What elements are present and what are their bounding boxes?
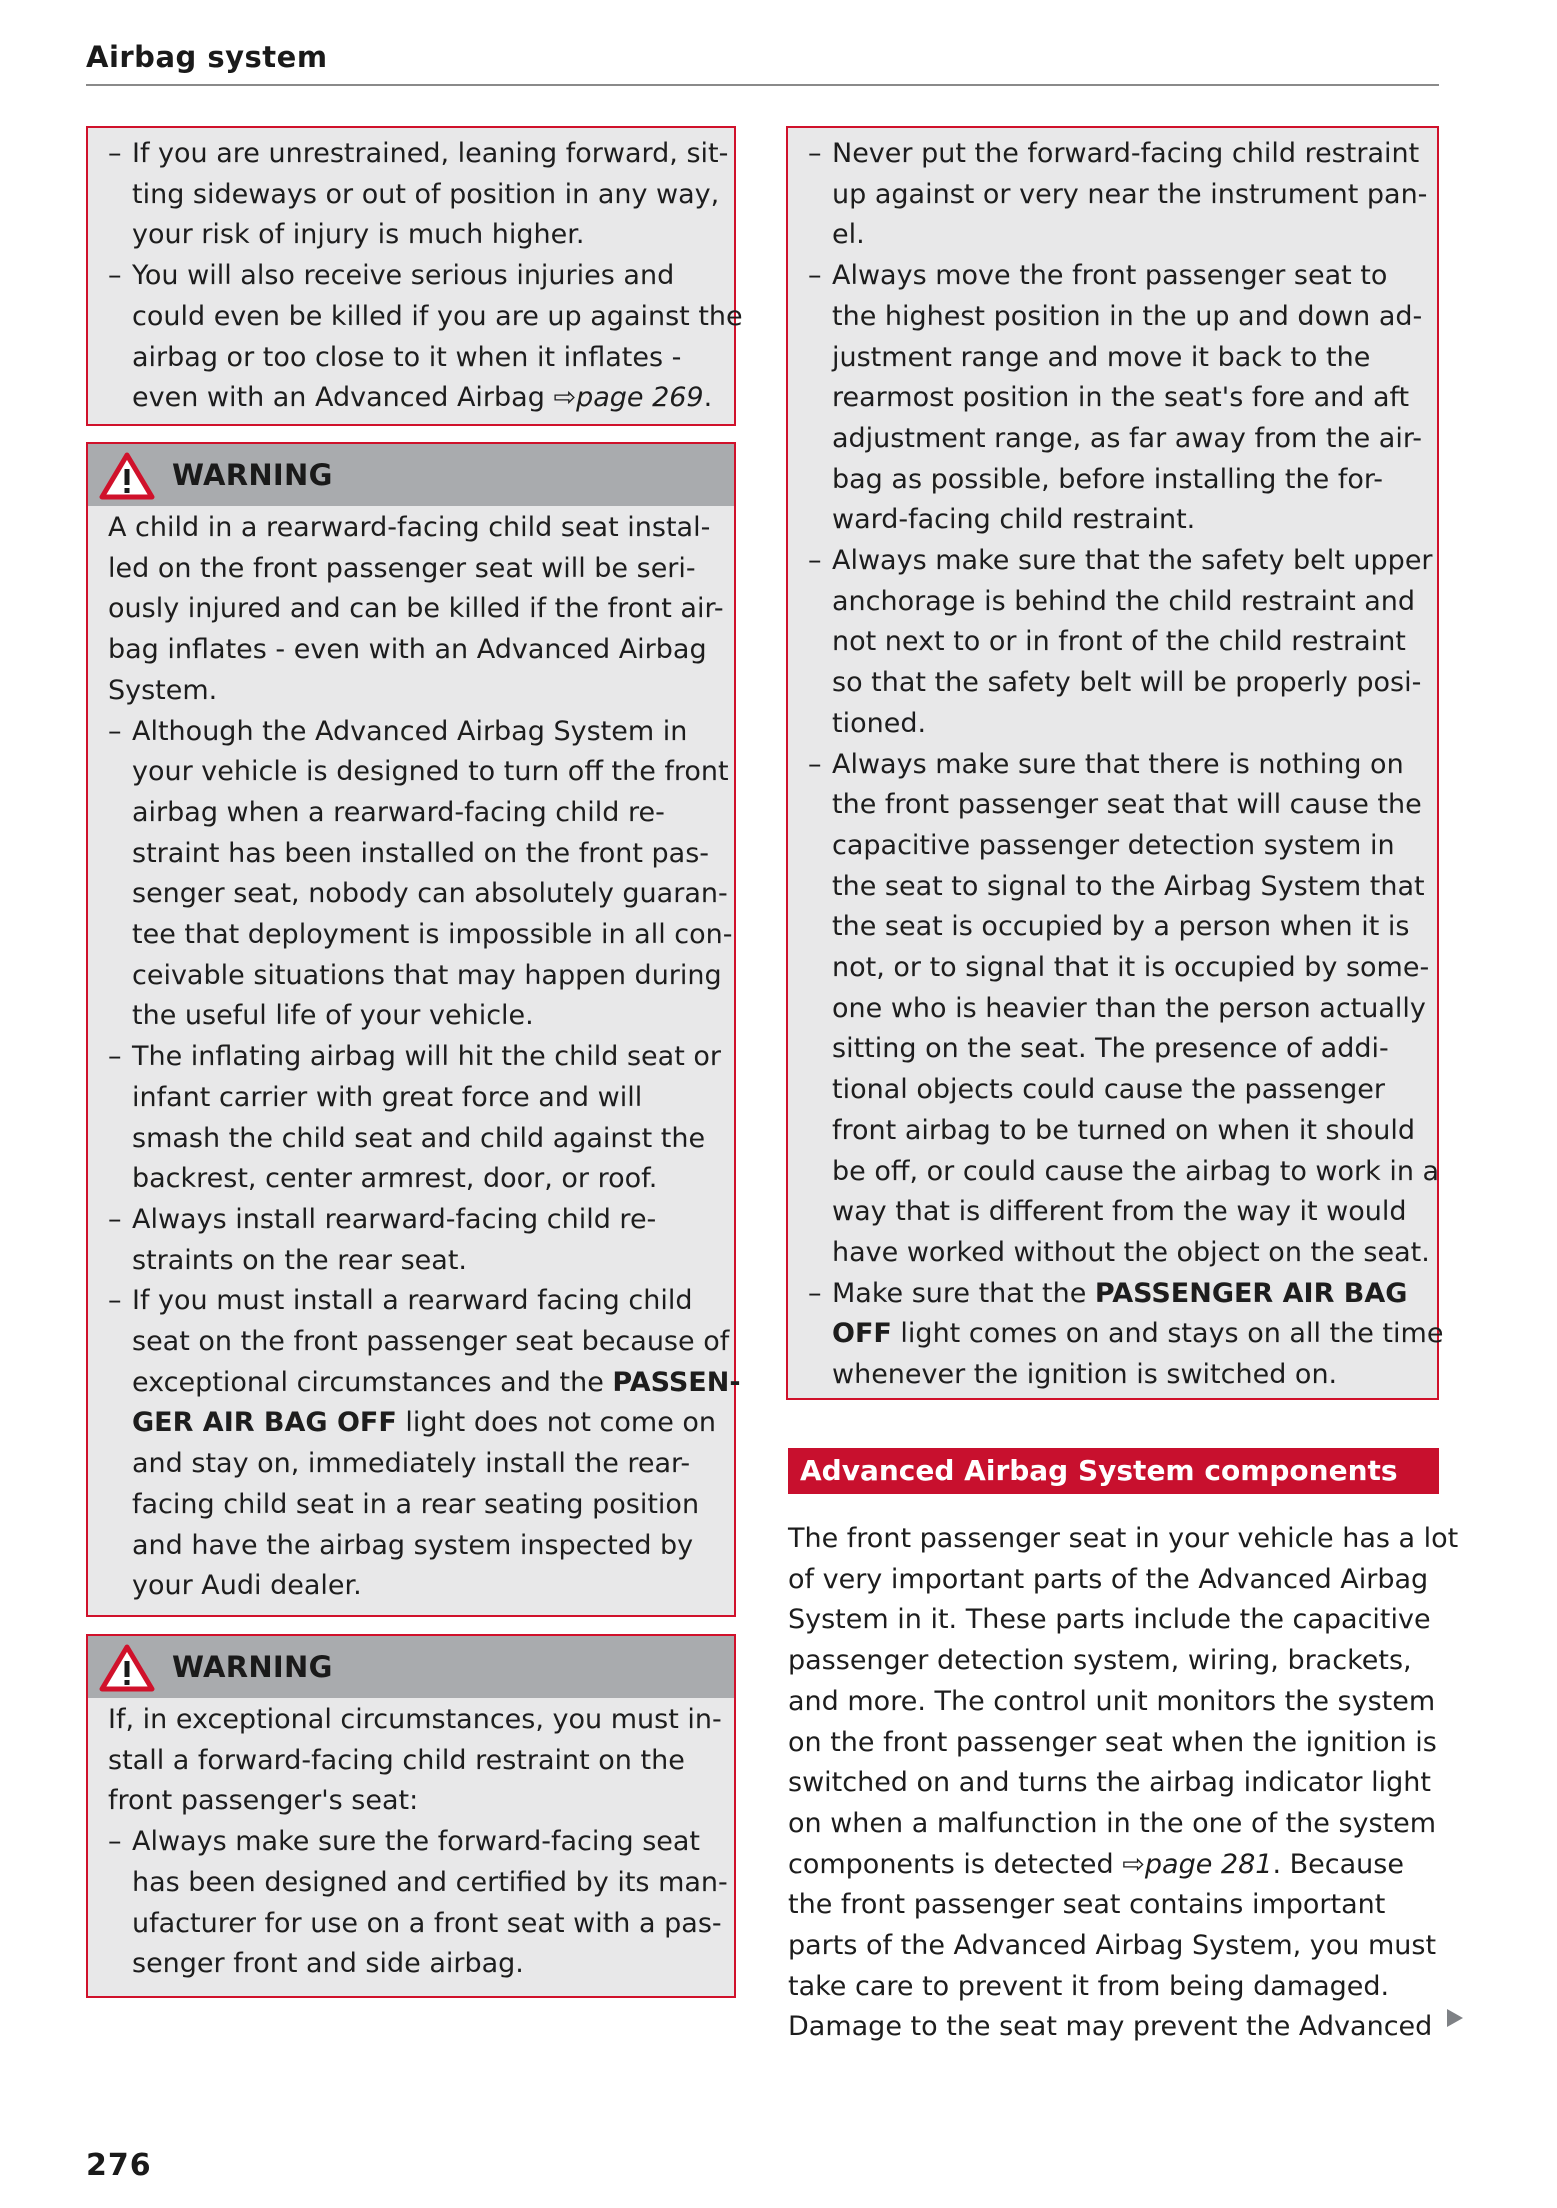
- warning-continuation-box: [786, 126, 1444, 1400]
- list-item: – Never put the forward-facing child restraint up against or very near the instrument pan- el.: [808, 134, 1417, 256]
- header-divider: [86, 84, 1439, 86]
- page-ref-link[interactable]: page 269: [576, 382, 704, 414]
- list-item: – The inflating airbag will hit the child seat or infant carrier with great force and will smash the child seat and child against the backrest, center armrest, door, or roof.: [108, 1037, 714, 1200]
- page-number: 276: [86, 2148, 152, 2183]
- list-dash: –: [108, 1826, 122, 1858]
- list-dash: –: [808, 1277, 822, 1309]
- list-item: – Always make sure that the safety belt upper anchorage is behind the child restraint and not next to or in front of the child restraint so that the safety belt will be properly posi- tioned.: [808, 541, 1417, 745]
- warning-box-rearward-child-seat: [86, 442, 741, 1617]
- list-item: – Always move the front passenger seat to the highest position in the up and down ad- justment range and move it back to the rearmost position in the seat's fore and aft adjustment range, as far away from the air- bag as possible, before installing the for- ward-facing child restraint.: [808, 256, 1417, 541]
- caution-continuation-box: [86, 126, 743, 426]
- list-item: – Make sure that the PASSENGER AIR BAG OFF light comes on and stays on all the time whenever the ignition is switched on.: [808, 1274, 1417, 1396]
- section-heading: Advanced Airbag System components: [800, 1454, 1398, 1487]
- section-heading-bar: [788, 1448, 1439, 1494]
- list-item: – If you must install a rearward facing child seat on the front passenger seat because of exceptional circumstances and the PASSEN- GER AIR BAG OFF light does not come on and stay on, immediately install the rear- facing child seat in a rear seating position and have the airbag system inspected by your Audi dealer.: [108, 1281, 714, 1607]
- list-dash: –: [108, 1285, 122, 1317]
- section-body-text: The front passenger seat in your vehicle has a lot of very important parts of the Advanced Airbag System in it. These parts include the capacitive passenger detection system, wiring, brackets, and more. The control unit monitors the system on the front passenger seat when the ignition is switched on and turns the airbag indicator light on when a malfunction in the one of the system components is detected ⇨page 281. Because the front passenger seat contains important parts of the Advanced Airbag System, you must take care to prevent it from being damaged. Damage to the seat may prevent the Advanced: [788, 1523, 1459, 2043]
- warning-triangle-icon: [99, 1644, 155, 1692]
- warning-header: [88, 444, 734, 506]
- page-ref-arrow-icon: ⇨: [553, 382, 577, 414]
- warning-label: WARNING: [172, 1650, 333, 1684]
- list-dash: –: [108, 260, 122, 292]
- list-dash: –: [108, 138, 122, 169]
- page-header-title: Airbag system: [86, 40, 328, 74]
- list-dash: –: [808, 138, 822, 169]
- warning-header: [88, 1636, 734, 1698]
- warning-triangle-icon: [99, 452, 155, 500]
- list-item: – Always make sure the forward-facing seat has been designed and certified by its man- ufacturer for use on a front seat with a pas- senger front and side airbag.: [108, 1822, 714, 1985]
- list-dash: –: [108, 1041, 122, 1073]
- list-item: – Always make sure that there is nothing on the front passenger seat that will cause the capacitive passenger detection system in the seat to signal to the Airbag System that the seat is occupied by a person when it is not, or to signal that it is occupied by some- one who is heavier than the person actually sitting on the seat. The presence of addi- tional objects could cause the passenger front airbag to be turned on when it should be off, or could cause the airbag to work in a way that is different from the way it would have worked without the object on the seat.: [808, 745, 1417, 1274]
- list-dash: –: [808, 545, 822, 577]
- warning-intro: If, in exceptional circumstances, you must in- stall a forward-facing child restraint on the front passenger's seat:: [108, 1704, 722, 1817]
- list-item: – Always install rearward-facing child re- straints on the rear seat.: [108, 1200, 714, 1281]
- continue-arrow-icon: [1447, 2009, 1463, 2027]
- list-item: – If you are unrestrained, leaning forward, sit- ting sideways or out of position in any way, your risk of injury is much higher.: [108, 134, 714, 256]
- warning-label: WARNING: [172, 458, 333, 492]
- list-dash: –: [808, 260, 822, 292]
- page-ref-link[interactable]: page 281: [1144, 1848, 1273, 1880]
- list-dash: –: [808, 748, 822, 780]
- list-item: – Although the Advanced Airbag System in your vehicle is designed to turn off the front airbag when a rearward-facing child re- straint has been installed on the front pas- senger seat, nobody can absolutely guaran- tee that deployment is impossible in all con- ceivable situations that may happen during the useful life of your vehicle.: [108, 712, 714, 1038]
- warning-intro: A child in a rearward-facing child seat instal- led on the front passenger seat will be seri- ously injured and can be killed if the front air- bag inflates - even with an Advanced Airbag System.: [108, 512, 724, 706]
- list-dash: –: [108, 715, 122, 747]
- list-dash: –: [108, 1203, 122, 1235]
- page-ref-arrow-icon: ⇨: [1122, 1848, 1145, 1880]
- list-item: – You will also receive serious injuries and could even be killed if you are up against the airbag or too close to it when it inflates - even with an Advanced Airbag ⇨page 269.: [108, 256, 714, 419]
- warning-box-forward-facing-restraint: [86, 1634, 736, 1998]
